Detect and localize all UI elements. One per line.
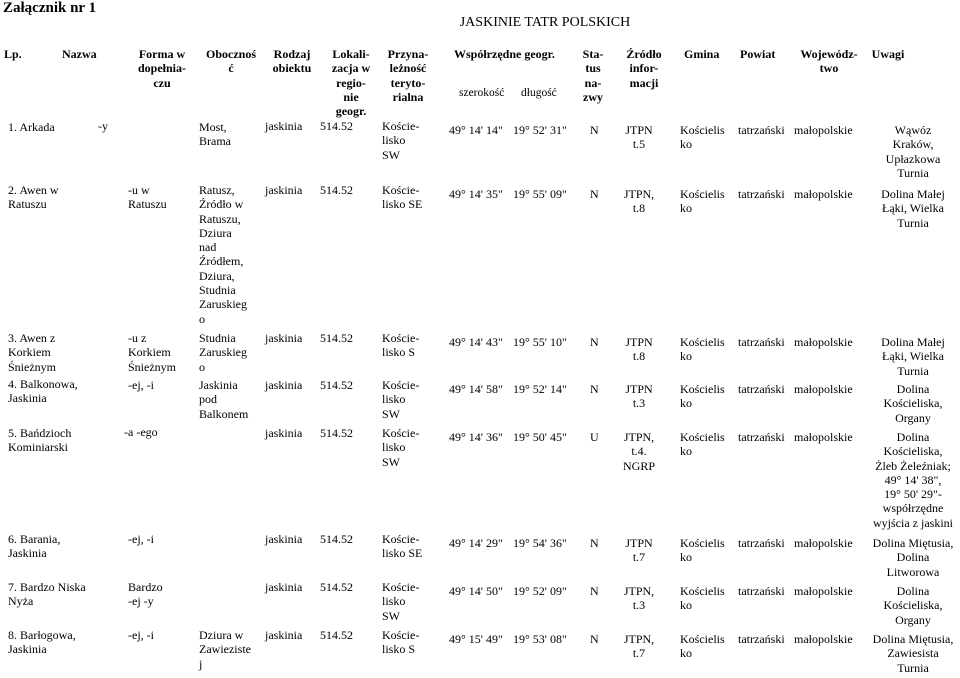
- row-6-status: N: [590, 536, 599, 550]
- row-8-przynaleznosc: Koście- lisko S: [382, 628, 420, 657]
- header-przynaleznosc: Przyna- leżność teryto- rialna: [387, 47, 429, 104]
- row-5-name: 5. Bańdzioch Kominiarski: [8, 426, 72, 455]
- row-8-dlugosc: 19° 53' 08": [513, 632, 567, 646]
- row-6-rodzaj: jaskinia: [265, 532, 303, 546]
- page-title: JASKINIE TATR POLSKICH: [459, 15, 631, 30]
- row-6-lokalizacja: 514.52: [320, 532, 353, 546]
- row-7-powiat: tatrzański: [738, 584, 785, 598]
- row-5-wojewodztwo: małopolskie: [794, 430, 853, 444]
- row-4-lokalizacja: 514.52: [320, 378, 353, 392]
- row-5-lokalizacja: 514.52: [320, 426, 353, 440]
- row-4-szerokosc: 49° 14' 58": [449, 382, 503, 396]
- row-1-uwagi: Wąwóz Kraków, Upłazkowa Turnia: [885, 123, 941, 180]
- row-7-rodzaj: jaskinia: [265, 580, 303, 594]
- row-3-uwagi: Dolina Małej Łąki, Wielka Turnia: [881, 335, 945, 378]
- row-3-lokalizacja: 514.52: [320, 331, 353, 345]
- header-lokalizacja: Lokali- zacja w regio- nie geogr.: [331, 47, 371, 119]
- row-4-rodzaj: jaskinia: [265, 378, 303, 392]
- header-rodzaj: Rodzaj obiektu: [272, 47, 312, 76]
- row-6-forma: -ej, -i: [128, 532, 154, 546]
- row-3-szerokosc: 49° 14' 43": [449, 335, 503, 349]
- row-4-gmina: Kościelis ko: [680, 382, 725, 411]
- row-3-przynaleznosc: Koście- lisko S: [382, 331, 420, 360]
- row-4-powiat: tatrzański: [738, 382, 785, 396]
- row-5-status: U: [590, 430, 599, 444]
- row-3-dlugosc: 19° 55' 10": [513, 335, 567, 349]
- row-3-powiat: tatrzański: [738, 335, 785, 349]
- row-2-name: 2. Awen w Ratuszu: [8, 183, 59, 212]
- header-gmina: Gmina: [684, 47, 720, 61]
- row-1-przynaleznosc: Koście- lisko SW: [382, 119, 420, 162]
- header-uwagi: Uwagi: [871, 47, 905, 61]
- row-6-przynaleznosc: Koście- lisko SE: [382, 532, 423, 561]
- row-1-szerokosc: 49° 14' 14": [449, 123, 503, 137]
- row-2-powiat: tatrzański: [738, 187, 785, 201]
- row-5-dlugosc: 19° 50' 45": [513, 430, 567, 444]
- row-5-zrodlo: JTPN, t.4. NGRP: [622, 430, 655, 473]
- header-wojewodztwo: Wojewódz- two: [800, 47, 858, 76]
- row-2-wojewodztwo: małopolskie: [794, 187, 853, 201]
- row-4-dlugosc: 19° 52' 14": [513, 382, 567, 396]
- row-3-gmina: Kościelis ko: [680, 335, 725, 364]
- row-8-uwagi: Dolina Miętusia, Zawiesista Turnia: [872, 632, 954, 675]
- row-5-szerokosc: 49° 14' 36": [449, 430, 503, 444]
- row-8-powiat: tatrzański: [738, 632, 785, 646]
- row-8-name: 8. Barłogowa, Jaskinia: [8, 628, 76, 657]
- row-5-przynaleznosc: Koście- lisko SW: [382, 426, 420, 469]
- row-7-status: N: [590, 584, 599, 598]
- row-2-obocznosc: Ratusz, Źródło w Ratuszu, Dziura nad Źródłem, Dziura, Studnia Zaruskieg o: [199, 183, 247, 326]
- header-szerokosc: szerokość: [459, 87, 505, 99]
- row-8-rodzaj: jaskinia: [265, 628, 303, 642]
- row-4-status: N: [590, 382, 599, 396]
- row-1-lokalizacja: 514.52: [320, 119, 353, 133]
- row-4-zrodlo: JTPN t.3: [625, 382, 653, 411]
- row-2-dlugosc: 19° 55' 09": [513, 187, 567, 201]
- row-7-name: 7. Bardzo Niska Nyża: [8, 580, 86, 609]
- row-7-wojewodztwo: małopolskie: [794, 584, 853, 598]
- row-2-rodzaj: jaskinia: [265, 183, 303, 197]
- row-2-gmina: Kościelis ko: [680, 187, 725, 216]
- row-5-rodzaj: jaskinia: [265, 426, 303, 440]
- row-3-name: 3. Awen z Korkiem Śnieżnym: [8, 331, 56, 374]
- row-8-wojewodztwo: małopolskie: [794, 632, 853, 646]
- row-4-uwagi: Dolina Kościeliska, Organy: [883, 382, 943, 425]
- row-3-forma: -u z Korkiem Śnieżnym: [128, 331, 176, 374]
- row-6-dlugosc: 19° 54' 36": [513, 536, 567, 550]
- row-4-obocznosc: Jaskinia pod Balkonem: [199, 378, 249, 421]
- row-7-uwagi: Dolina Kościeliska, Organy: [883, 584, 943, 627]
- row-6-wojewodztwo: małopolskie: [794, 536, 853, 550]
- row-8-szerokosc: 49° 15' 49": [449, 632, 503, 646]
- header-lp: Lp.: [4, 47, 22, 61]
- header-powiat: Powiat: [740, 47, 776, 61]
- row-6-zrodlo: JTPN t.7: [625, 536, 653, 565]
- row-5-forma: -a -ego: [124, 425, 158, 439]
- row-8-status: N: [590, 632, 599, 646]
- row-1-forma: -y: [98, 119, 108, 133]
- row-2-zrodlo: JTPN, t.8: [623, 187, 655, 216]
- row-6-szerokosc: 49° 14' 29": [449, 536, 503, 550]
- row-6-powiat: tatrzański: [738, 536, 785, 550]
- row-3-wojewodztwo: małopolskie: [794, 335, 853, 349]
- row-1-gmina: Kościelis ko: [680, 123, 725, 152]
- row-3-obocznosc: Studnia Zaruskieg o: [199, 331, 247, 374]
- row-5-powiat: tatrzański: [738, 430, 785, 444]
- row-2-szerokosc: 49° 14' 35": [449, 187, 503, 201]
- row-2-forma: -u w Ratuszu: [128, 183, 167, 212]
- row-1-obocznosc: Most, Brama: [199, 120, 231, 149]
- row-6-name: 6. Barania, Jaskinia: [8, 532, 61, 561]
- row-8-lokalizacja: 514.52: [320, 628, 353, 642]
- row-5-uwagi: Dolina Kościeliska, Żleb Żeleźniak; 49° 14' 38", 19° 50' 29"- współrzędne wyjścia z jaskini: [873, 430, 953, 530]
- row-8-obocznosc: Dziura w Zawieziste j: [199, 628, 251, 671]
- row-4-wojewodztwo: małopolskie: [794, 382, 853, 396]
- header-nazwa: Nazwa: [62, 47, 97, 61]
- header-forma: Forma w dopełnia- czu: [137, 47, 186, 90]
- row-3-rodzaj: jaskinia: [265, 331, 303, 345]
- row-7-forma: Bardzo -ej -y: [128, 580, 163, 609]
- row-1-wojewodztwo: małopolskie: [794, 123, 853, 137]
- row-7-zrodlo: JTPN, t.3: [623, 584, 655, 613]
- header-dlugosc: długość: [521, 87, 557, 99]
- row-1-rodzaj: jaskinia: [265, 119, 303, 133]
- row-5-gmina: Kościelis ko: [680, 430, 725, 459]
- attachment-label: Załącznik nr 1: [3, 0, 97, 16]
- row-1-name: 1. Arkada: [8, 120, 55, 134]
- row-6-uwagi: Dolina Miętusia, Dolina Litworowa: [872, 536, 954, 579]
- row-1-zrodlo: JTPN t.5: [625, 123, 653, 152]
- row-7-dlugosc: 19° 52' 09": [513, 584, 567, 598]
- row-4-name: 4. Balkonowa, Jaskinia: [8, 377, 78, 406]
- header-zrodlo: Źródło infor- macji: [626, 47, 662, 90]
- row-7-przynaleznosc: Koście- lisko SW: [382, 580, 420, 623]
- row-1-dlugosc: 19° 52' 31": [513, 123, 567, 137]
- row-3-status: N: [590, 335, 599, 349]
- row-4-przynaleznosc: Koście- lisko SW: [382, 378, 420, 421]
- row-2-lokalizacja: 514.52: [320, 183, 353, 197]
- row-2-uwagi: Dolina Małej Łąki, Wielka Turnia: [881, 187, 945, 230]
- row-7-gmina: Kościelis ko: [680, 584, 725, 613]
- header-status: Sta- tus na- zwy: [582, 47, 604, 104]
- header-wspolrzedne: Współrzędne geogr.: [454, 47, 555, 61]
- row-1-status: N: [590, 123, 599, 137]
- row-2-status: N: [590, 187, 599, 201]
- header-obocznosc: Obocznoś ć: [205, 47, 256, 76]
- row-1-powiat: tatrzański: [738, 123, 785, 137]
- row-7-lokalizacja: 514.52: [320, 580, 353, 594]
- row-8-zrodlo: JTPN, t.7: [623, 632, 655, 661]
- row-8-forma: -ej, -i: [128, 628, 154, 642]
- row-8-gmina: Kościelis ko: [680, 632, 725, 661]
- row-7-szerokosc: 49° 14' 50": [449, 584, 503, 598]
- row-2-przynaleznosc: Koście- lisko SE: [382, 183, 423, 212]
- row-6-gmina: Kościelis ko: [680, 536, 725, 565]
- row-4-forma: -ej, -i: [128, 378, 154, 392]
- row-3-zrodlo: JTPN t.8: [625, 335, 653, 364]
